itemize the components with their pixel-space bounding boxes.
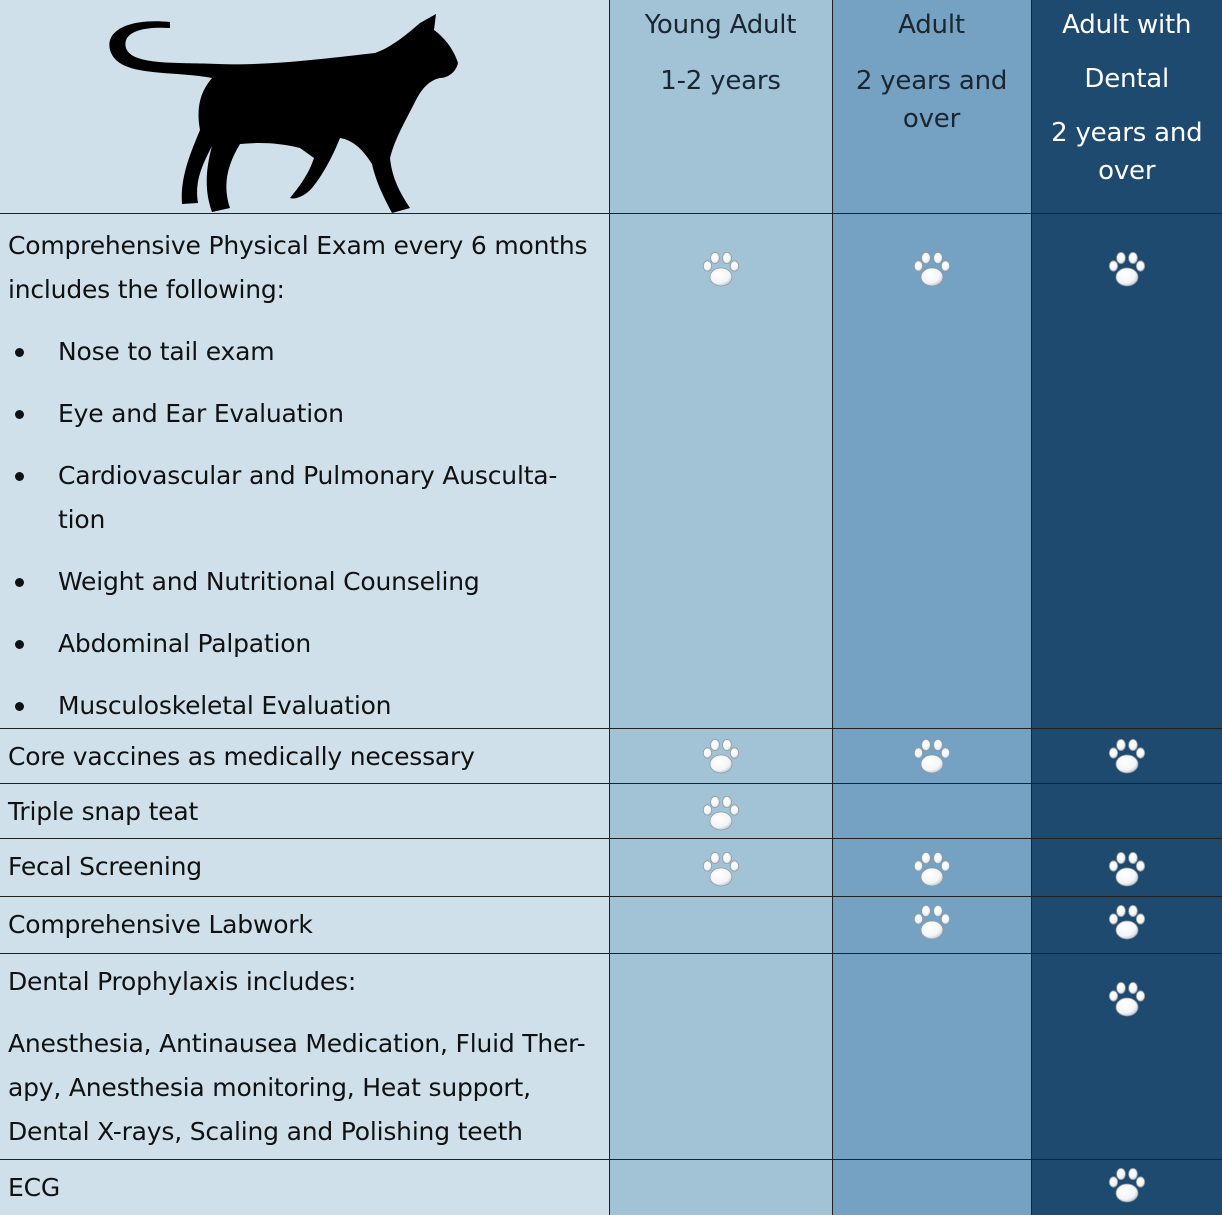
column-header-adult-dental: [1031, 0, 1222, 213]
paw-print-icon: [1106, 848, 1148, 890]
row-label-line: Comprehensive Physical Exam every 6 months: [8, 224, 609, 268]
list-item: Nose to tail exam: [8, 330, 609, 374]
paw-print-icon: [911, 848, 953, 890]
row-label: [0, 783, 609, 838]
table-row: [0, 783, 1222, 838]
column-age-range: 2 years and: [1032, 114, 1222, 152]
adult-dental-cell: [1031, 953, 1222, 1159]
table-row: [0, 1159, 1222, 1215]
header-image-cell: [0, 0, 609, 213]
table-row: [0, 213, 1222, 728]
young-adult-cell: [609, 1159, 832, 1215]
adult-cell: [832, 728, 1031, 783]
paw-print-icon: [911, 901, 953, 943]
dental-detail-line: Anesthesia, Antinausea Medication, Fluid Ther-: [8, 1022, 609, 1066]
dental-detail-line: Dental X-rays, Scaling and Polishing teeth: [8, 1110, 609, 1154]
row-label-text: Triple snap teat: [0, 784, 609, 834]
column-title: Young Adult: [610, 6, 832, 44]
row-label: [0, 1159, 609, 1215]
young-adult-cell: [609, 896, 832, 953]
adult-cell: [832, 953, 1031, 1159]
column-age-range-cont: over: [833, 100, 1031, 138]
column-title: Adult: [833, 6, 1031, 44]
paw-print-icon: [700, 735, 742, 777]
row-label: [0, 838, 609, 896]
young-adult-cell: [609, 783, 832, 838]
adult-dental-cell: [1031, 728, 1222, 783]
row-label-line: Dental Prophylaxis includes:: [8, 960, 609, 1004]
row-label-text: ECG: [0, 1160, 609, 1210]
adult-cell: [832, 896, 1031, 953]
row-label-line: includes the following:: [8, 268, 609, 312]
table-row: [0, 728, 1222, 783]
cat-silhouette-icon: [100, 8, 460, 213]
row-label: [0, 953, 609, 1159]
young-adult-cell: [609, 213, 832, 728]
adult-cell: [832, 783, 1031, 838]
list-item: Abdominal Palpation: [8, 622, 609, 666]
column-age-range: 1-2 years: [610, 62, 832, 100]
table-row: [0, 896, 1222, 953]
adult-dental-cell: [1031, 213, 1222, 728]
column-header-young-adult: [609, 0, 832, 213]
young-adult-cell: [609, 728, 832, 783]
adult-dental-cell: [1031, 896, 1222, 953]
paw-print-icon: [1106, 978, 1148, 1020]
paw-print-icon: [1106, 901, 1148, 943]
list-item: Eye and Ear Evaluation: [8, 392, 609, 436]
paw-print-icon: [911, 248, 953, 290]
header-row: [0, 0, 1222, 213]
paw-print-icon: [911, 735, 953, 777]
table-row: [0, 838, 1222, 896]
adult-dental-cell: [1031, 838, 1222, 896]
row-label-text: Comprehensive Labwork: [0, 897, 609, 947]
column-title-cont: Dental: [1032, 60, 1222, 98]
adult-cell: [832, 1159, 1031, 1215]
adult-dental-cell: [1031, 1159, 1222, 1215]
list-item: Musculoskeletal Evaluation: [8, 684, 609, 728]
exam-items-list: [8, 330, 609, 728]
row-label-text: Core vaccines as medically necessary: [0, 729, 609, 779]
column-age-range-cont: over: [1032, 152, 1222, 190]
column-header-adult: [832, 0, 1031, 213]
paw-print-icon: [700, 848, 742, 890]
paw-print-icon: [1106, 1164, 1148, 1206]
row-label: [0, 896, 609, 953]
list-item: Weight and Nutritional Counseling: [8, 560, 609, 604]
paw-print-icon: [1106, 735, 1148, 777]
paw-print-icon: [1106, 248, 1148, 290]
column-title: Adult with: [1032, 6, 1222, 44]
paw-print-icon: [700, 792, 742, 834]
paw-print-icon: [700, 248, 742, 290]
young-adult-cell: [609, 953, 832, 1159]
row-label-text: Fecal Screening: [0, 839, 609, 889]
table-row: [0, 953, 1222, 1159]
row-label: [0, 728, 609, 783]
adult-cell: [832, 838, 1031, 896]
column-age-range: 2 years and: [833, 62, 1031, 100]
adult-dental-cell: [1031, 783, 1222, 838]
dental-detail-line: apy, Anesthesia monitoring, Heat support,: [8, 1066, 609, 1110]
adult-cell: [832, 213, 1031, 728]
row-label: [0, 213, 609, 728]
list-item: Cardiovascular and Pulmonary Ausculta- tion: [8, 454, 609, 542]
young-adult-cell: [609, 838, 832, 896]
